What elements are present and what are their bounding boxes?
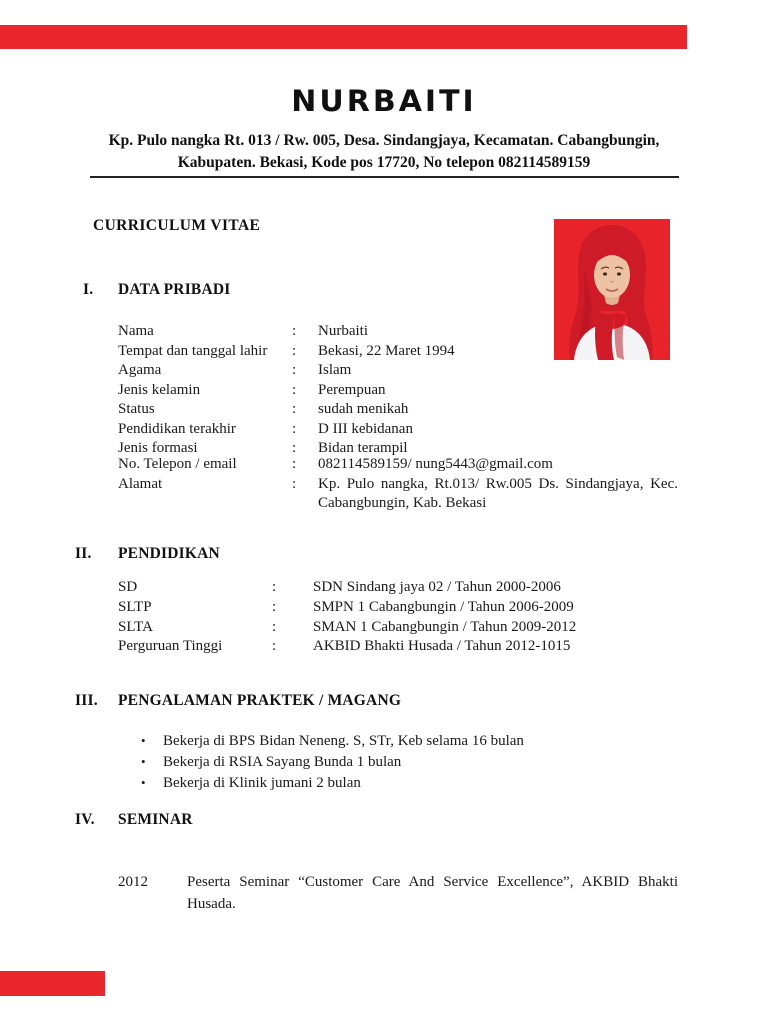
field-value: D III kebidanan	[318, 420, 413, 437]
table-row	[118, 598, 678, 618]
section-heading-seminar	[75, 811, 193, 829]
field-value: Bidan terampil	[318, 440, 408, 456]
field-value: sudah menikah	[318, 401, 409, 417]
field-label: Perguruan Tinggi	[118, 638, 223, 655]
table-row	[118, 361, 678, 381]
section-title: PENGALAMAN PRAKTEK / MAGANG	[118, 692, 402, 709]
colon-separator: :	[292, 381, 297, 398]
field-label: Nama	[118, 323, 154, 339]
colon-separator: :	[272, 638, 277, 655]
table-row	[118, 578, 678, 598]
section-title: SEMINAR	[118, 811, 193, 828]
field-value: Perempuan	[318, 381, 386, 398]
field-value: Nurbaiti	[318, 323, 368, 339]
table-row	[118, 400, 678, 420]
colon-separator: :	[272, 618, 277, 635]
field-label: SD	[118, 579, 138, 595]
education-list	[118, 578, 678, 657]
field-label: No. Telepon / email	[118, 456, 237, 472]
experience-item-text: Bekerja di BPS Bidan Neneng. S, STr, Keb selama 16 bulan	[163, 733, 524, 749]
colon-separator: :	[272, 598, 277, 615]
section-title: PENDIDIKAN	[118, 545, 220, 562]
table-row	[118, 618, 678, 638]
field-value: Islam	[318, 362, 352, 378]
section-numeral: III.	[75, 692, 98, 709]
header-divider	[90, 176, 679, 178]
experience-item-text: Bekerja di RSIA Sayang Bunda 1 bulan	[163, 753, 402, 770]
top-page-separator-bar	[0, 25, 687, 49]
list-item	[141, 773, 671, 794]
experience-list	[141, 731, 671, 793]
table-row	[118, 475, 678, 514]
section-title: DATA PRIBADI	[118, 281, 231, 298]
field-label: Alamat	[118, 475, 163, 492]
seminar-description: Peserta Seminar “Customer Care And Service Excellence”, AKBID Bhakti Husada.	[187, 874, 678, 912]
section-numeral: II.	[75, 545, 92, 562]
field-value: Bekasi, 22 Maret 1994	[318, 342, 455, 359]
contact-address	[0, 130, 768, 174]
section-heading-data-pribadi	[75, 281, 231, 299]
section-numeral: IV.	[75, 811, 95, 828]
colon-separator: :	[292, 401, 297, 417]
field-label: Tempat dan tanggal lahir	[118, 342, 268, 359]
seminar-entry	[118, 872, 678, 915]
field-label: Status	[118, 401, 155, 417]
list-item	[141, 731, 671, 752]
list-item	[141, 752, 671, 773]
seminar-year: 2012	[118, 874, 148, 890]
table-row	[118, 420, 678, 440]
address-line-1: Kp. Pulo nangka Rt. 013 / Rw. 005, Desa. Sindangjaya, Kecamatan. Cabangbungin,	[108, 132, 660, 149]
section-numeral: I.	[83, 281, 94, 298]
bullet-icon: •	[141, 774, 146, 790]
colon-separator: :	[272, 579, 277, 595]
table-row	[118, 637, 678, 657]
colon-separator: :	[292, 475, 297, 492]
field-value: 082114589159/ nung5443@gmail.com	[318, 456, 553, 472]
section-heading-pengalaman	[75, 692, 401, 710]
table-row	[118, 322, 678, 342]
bottom-page-separator-bar	[0, 971, 105, 996]
colon-separator: :	[292, 440, 297, 456]
table-row	[118, 381, 678, 401]
personal-data-list	[118, 322, 678, 514]
bullet-icon: •	[141, 753, 146, 769]
field-label: Jenis kelamin	[118, 381, 201, 398]
colon-separator: :	[292, 456, 297, 472]
field-value: SDN Sindang jaya 02 / Tahun 2000-2006	[313, 579, 561, 595]
colon-separator: :	[292, 342, 297, 359]
field-label: Agama	[118, 362, 162, 378]
cv-heading: CURRICULUM VITAE	[93, 217, 261, 234]
experience-item-text: Bekerja di Klinik jumani 2 bulan	[163, 774, 361, 791]
field-value: SMPN 1 Cabangbungin / Tahun 2006-2009	[313, 598, 574, 615]
colon-separator: :	[292, 420, 297, 437]
colon-separator: :	[292, 362, 297, 378]
field-label: Pendidikan terakhir	[118, 420, 236, 437]
field-value: AKBID Bhakti Husada / Tahun 2012-1015	[313, 638, 571, 655]
bullet-icon: •	[141, 733, 146, 748]
section-heading-pendidikan	[75, 545, 220, 563]
page-title: NURBAITI	[291, 84, 477, 119]
address-line-2: Kabupaten. Bekasi, Kode pos 17720, No telepon 082114589159	[177, 154, 591, 171]
table-row	[118, 455, 678, 475]
field-label: Jenis formasi	[118, 440, 198, 456]
colon-separator: :	[292, 323, 297, 339]
field-value: SMAN 1 Cabangbungin / Tahun 2009-2012	[313, 618, 577, 635]
table-row	[118, 342, 678, 362]
field-label: SLTA	[118, 618, 153, 635]
field-value: Kp. Pulo nangka, Rt.013/ Rw.005 Ds. Sindangjaya, Kec. Cabangbungin, Kab. Bekasi	[318, 475, 678, 511]
field-label: SLTP	[118, 598, 152, 615]
